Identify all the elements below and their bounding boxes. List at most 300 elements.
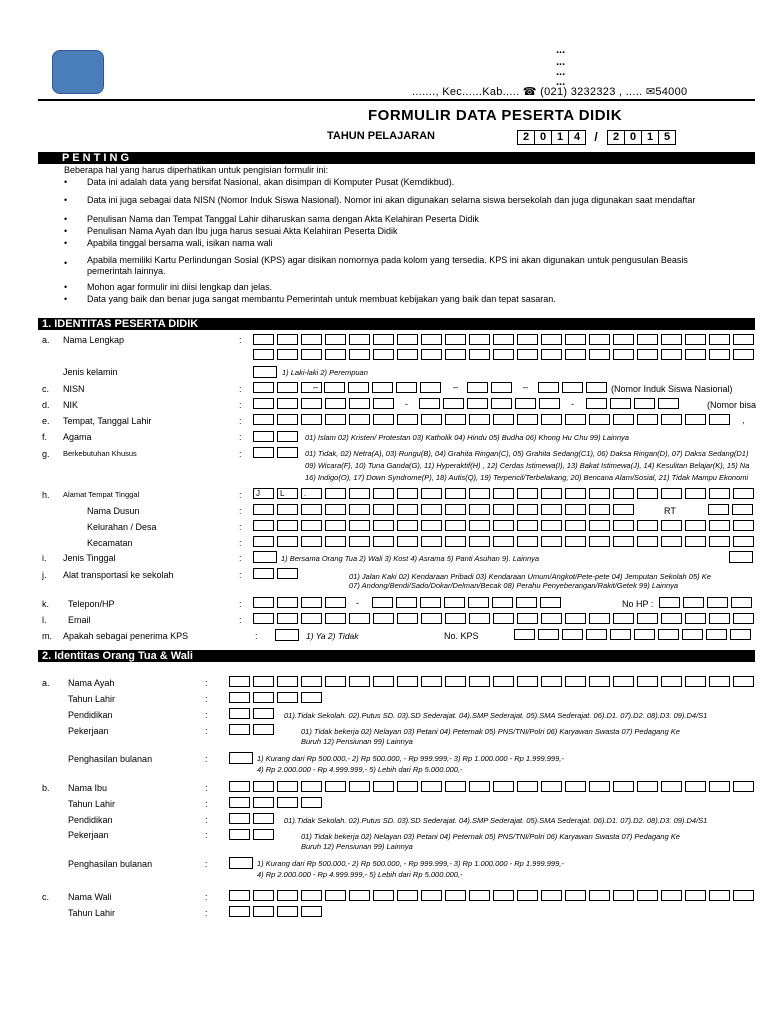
char-box[interactable] bbox=[325, 890, 346, 901]
char-box[interactable] bbox=[301, 334, 322, 345]
char-box[interactable] bbox=[277, 613, 298, 624]
telepon-boxes-1[interactable] bbox=[253, 597, 349, 608]
char-box[interactable] bbox=[565, 781, 586, 792]
char-box[interactable] bbox=[517, 781, 538, 792]
char-box[interactable] bbox=[325, 504, 346, 515]
char-box[interactable] bbox=[229, 906, 250, 917]
char-box[interactable] bbox=[301, 890, 322, 901]
char-box[interactable] bbox=[709, 781, 730, 792]
char-box[interactable] bbox=[421, 613, 442, 624]
char-box[interactable] bbox=[539, 398, 560, 409]
char-box[interactable] bbox=[397, 536, 418, 547]
char-box[interactable] bbox=[253, 890, 274, 901]
char-box[interactable] bbox=[613, 536, 634, 547]
char-box[interactable] bbox=[277, 520, 298, 531]
char-box[interactable] bbox=[229, 890, 250, 901]
char-box[interactable] bbox=[325, 613, 346, 624]
char-box[interactable] bbox=[541, 676, 562, 687]
char-box[interactable] bbox=[683, 597, 704, 608]
char-box[interactable] bbox=[396, 597, 417, 608]
year-digit[interactable]: 2 bbox=[517, 130, 535, 145]
char-box[interactable] bbox=[659, 597, 680, 608]
char-box[interactable] bbox=[517, 536, 538, 547]
jenis-kelamin-box[interactable] bbox=[253, 366, 277, 378]
char-box[interactable] bbox=[373, 334, 394, 345]
char-box[interactable] bbox=[469, 676, 490, 687]
char-box[interactable] bbox=[637, 334, 658, 345]
char-box[interactable] bbox=[397, 349, 418, 360]
char-box[interactable] bbox=[709, 414, 730, 425]
char-box[interactable] bbox=[445, 488, 466, 499]
char-box[interactable] bbox=[541, 520, 562, 531]
rt-boxes[interactable] bbox=[708, 504, 756, 515]
char-box[interactable] bbox=[589, 504, 610, 515]
char-box[interactable] bbox=[445, 536, 466, 547]
char-box[interactable] bbox=[373, 488, 394, 499]
char-box[interactable] bbox=[445, 504, 466, 515]
char-box[interactable] bbox=[445, 781, 466, 792]
char-box[interactable] bbox=[682, 629, 703, 640]
char-box[interactable] bbox=[493, 536, 514, 547]
char-box[interactable] bbox=[229, 676, 250, 687]
char-box[interactable] bbox=[517, 890, 538, 901]
pendidikan-ayah-boxes[interactable] bbox=[229, 708, 277, 719]
char-box[interactable] bbox=[565, 488, 586, 499]
char-box[interactable] bbox=[709, 520, 730, 531]
char-box[interactable] bbox=[229, 829, 250, 840]
kebutuhan-khusus-boxes[interactable] bbox=[253, 447, 301, 458]
char-box[interactable] bbox=[229, 813, 250, 824]
char-box[interactable] bbox=[301, 797, 322, 808]
char-box[interactable] bbox=[586, 398, 607, 409]
tahun-lahir-ayah-boxes[interactable] bbox=[229, 692, 325, 703]
char-box[interactable] bbox=[469, 488, 490, 499]
char-box[interactable] bbox=[589, 536, 610, 547]
char-box[interactable] bbox=[565, 536, 586, 547]
telepon-boxes-2[interactable] bbox=[372, 597, 564, 608]
char-box[interactable] bbox=[493, 676, 514, 687]
char-box[interactable] bbox=[517, 488, 538, 499]
no-hp-boxes[interactable] bbox=[659, 597, 755, 608]
char-box[interactable] bbox=[493, 334, 514, 345]
nisn-boxes-2[interactable] bbox=[324, 382, 444, 393]
char-box[interactable] bbox=[301, 414, 322, 425]
char-box[interactable] bbox=[277, 536, 298, 547]
char-box[interactable] bbox=[253, 398, 274, 409]
jenis-tinggal-extra-box[interactable] bbox=[729, 551, 753, 563]
nama-lengkap-boxes-1[interactable] bbox=[253, 334, 757, 345]
char-box[interactable] bbox=[706, 629, 727, 640]
char-box[interactable] bbox=[253, 597, 274, 608]
char-box[interactable] bbox=[277, 890, 298, 901]
char-box[interactable] bbox=[253, 692, 274, 703]
jenis-tinggal-box[interactable] bbox=[253, 551, 277, 563]
char-box[interactable] bbox=[589, 349, 610, 360]
char-box[interactable] bbox=[372, 597, 393, 608]
year-digit[interactable]: 5 bbox=[658, 130, 676, 145]
char-box[interactable] bbox=[397, 504, 418, 515]
char-box[interactable] bbox=[586, 629, 607, 640]
char-box[interactable] bbox=[661, 676, 682, 687]
char-box[interactable] bbox=[373, 613, 394, 624]
char-box[interactable] bbox=[349, 676, 370, 687]
char-box[interactable] bbox=[493, 613, 514, 624]
char-box[interactable] bbox=[469, 504, 490, 515]
char-box[interactable] bbox=[517, 334, 538, 345]
char-box[interactable] bbox=[637, 488, 658, 499]
char-box[interactable] bbox=[301, 349, 322, 360]
char-box[interactable] bbox=[420, 382, 441, 393]
char-box[interactable] bbox=[469, 520, 490, 531]
char-box[interactable] bbox=[493, 504, 514, 515]
char-box[interactable] bbox=[733, 536, 754, 547]
char-box[interactable] bbox=[685, 613, 706, 624]
char-box[interactable] bbox=[397, 890, 418, 901]
char-box[interactable] bbox=[397, 488, 418, 499]
nik-boxes-1[interactable] bbox=[253, 398, 397, 409]
char-box[interactable] bbox=[277, 597, 298, 608]
char-box[interactable] bbox=[420, 597, 441, 608]
char-box[interactable] bbox=[349, 349, 370, 360]
char-box[interactable] bbox=[613, 349, 634, 360]
pendidikan-ibu-boxes[interactable] bbox=[229, 813, 277, 824]
char-box[interactable] bbox=[634, 398, 655, 409]
char-box[interactable] bbox=[301, 398, 322, 409]
char-box[interactable] bbox=[277, 431, 298, 442]
char-box[interactable] bbox=[517, 349, 538, 360]
char-box[interactable] bbox=[709, 676, 730, 687]
char-box[interactable] bbox=[349, 488, 370, 499]
char-box[interactable] bbox=[253, 708, 274, 719]
char-box[interactable] bbox=[277, 504, 298, 515]
char-box[interactable] bbox=[515, 398, 536, 409]
char-box[interactable] bbox=[709, 613, 730, 624]
char-box[interactable] bbox=[661, 781, 682, 792]
char-box[interactable] bbox=[732, 504, 753, 515]
char-box[interactable] bbox=[685, 890, 706, 901]
char-box[interactable] bbox=[733, 890, 754, 901]
char-box[interactable] bbox=[325, 676, 346, 687]
char-box[interactable] bbox=[301, 676, 322, 687]
tahun-lahir-wali-boxes[interactable] bbox=[229, 906, 325, 917]
char-box[interactable] bbox=[277, 414, 298, 425]
char-box[interactable] bbox=[540, 597, 561, 608]
char-box[interactable] bbox=[349, 334, 370, 345]
agama-boxes[interactable] bbox=[253, 431, 301, 442]
char-box[interactable] bbox=[277, 349, 298, 360]
char-box[interactable] bbox=[708, 504, 729, 515]
nisn-boxes-3[interactable] bbox=[467, 382, 515, 393]
char-box[interactable] bbox=[661, 520, 682, 531]
char-box[interactable] bbox=[565, 613, 586, 624]
char-box[interactable] bbox=[301, 613, 322, 624]
char-box[interactable] bbox=[277, 382, 298, 393]
char-box[interactable] bbox=[469, 613, 490, 624]
char-box[interactable] bbox=[301, 597, 322, 608]
char-box[interactable] bbox=[517, 676, 538, 687]
char-box[interactable] bbox=[637, 349, 658, 360]
year-digit[interactable]: 0 bbox=[534, 130, 552, 145]
char-box[interactable] bbox=[421, 676, 442, 687]
char-box[interactable] bbox=[229, 724, 250, 735]
char-box[interactable] bbox=[565, 334, 586, 345]
char-box[interactable] bbox=[325, 536, 346, 547]
char-box[interactable] bbox=[733, 488, 754, 499]
char-box[interactable] bbox=[397, 781, 418, 792]
char-box[interactable] bbox=[229, 708, 250, 719]
char-box[interactable] bbox=[493, 781, 514, 792]
char-box[interactable] bbox=[253, 813, 274, 824]
char-box[interactable] bbox=[373, 781, 394, 792]
year-digit[interactable]: 0 bbox=[624, 130, 642, 145]
char-box[interactable] bbox=[277, 568, 298, 579]
char-box[interactable] bbox=[396, 382, 417, 393]
char-box[interactable] bbox=[589, 781, 610, 792]
char-box[interactable] bbox=[661, 890, 682, 901]
char-box[interactable] bbox=[613, 488, 634, 499]
char-box[interactable] bbox=[685, 520, 706, 531]
char-box[interactable] bbox=[709, 334, 730, 345]
char-box[interactable] bbox=[419, 398, 440, 409]
char-box[interactable] bbox=[301, 692, 322, 703]
char-box[interactable] bbox=[733, 676, 754, 687]
char-box[interactable] bbox=[253, 613, 274, 624]
char-box[interactable] bbox=[541, 334, 562, 345]
char-box[interactable] bbox=[469, 536, 490, 547]
char-box[interactable] bbox=[253, 520, 274, 531]
char-box[interactable] bbox=[277, 781, 298, 792]
ttl-boxes[interactable] bbox=[253, 414, 733, 425]
email-boxes[interactable] bbox=[253, 613, 757, 624]
char-box[interactable] bbox=[301, 382, 322, 393]
char-box[interactable] bbox=[685, 414, 706, 425]
char-box[interactable] bbox=[229, 781, 250, 792]
no-kps-boxes[interactable] bbox=[514, 629, 754, 640]
char-box[interactable] bbox=[373, 398, 394, 409]
char-box[interactable] bbox=[253, 568, 274, 579]
char-box[interactable] bbox=[373, 890, 394, 901]
char-box[interactable] bbox=[349, 504, 370, 515]
char-box[interactable] bbox=[517, 504, 538, 515]
char-box[interactable] bbox=[421, 536, 442, 547]
char-box[interactable] bbox=[541, 414, 562, 425]
char-box[interactable] bbox=[349, 613, 370, 624]
char-box[interactable] bbox=[613, 890, 634, 901]
char-box[interactable] bbox=[541, 488, 562, 499]
char-box[interactable] bbox=[445, 414, 466, 425]
char-box[interactable] bbox=[589, 488, 610, 499]
char-box[interactable] bbox=[613, 504, 634, 515]
char-box[interactable] bbox=[467, 382, 488, 393]
char-box[interactable] bbox=[730, 629, 751, 640]
char-box[interactable] bbox=[613, 520, 634, 531]
char-box[interactable] bbox=[469, 414, 490, 425]
char-box[interactable] bbox=[661, 349, 682, 360]
char-box[interactable] bbox=[301, 520, 322, 531]
char-box[interactable] bbox=[493, 349, 514, 360]
char-box[interactable] bbox=[253, 414, 274, 425]
char-box[interactable] bbox=[253, 797, 274, 808]
char-box[interactable] bbox=[301, 906, 322, 917]
char-box[interactable] bbox=[685, 488, 706, 499]
char-box[interactable] bbox=[613, 414, 634, 425]
char-box[interactable] bbox=[325, 414, 346, 425]
char-box[interactable] bbox=[637, 613, 658, 624]
char-box[interactable] bbox=[589, 414, 610, 425]
char-box[interactable] bbox=[349, 536, 370, 547]
char-box[interactable] bbox=[541, 536, 562, 547]
char-box[interactable] bbox=[325, 398, 346, 409]
char-box[interactable] bbox=[301, 781, 322, 792]
char-box[interactable] bbox=[445, 613, 466, 624]
char-box[interactable] bbox=[562, 382, 583, 393]
kps-box[interactable] bbox=[275, 629, 299, 641]
char-box[interactable] bbox=[637, 536, 658, 547]
char-box[interactable] bbox=[467, 398, 488, 409]
year-digit[interactable]: 2 bbox=[607, 130, 625, 145]
kecamatan-boxes[interactable] bbox=[253, 536, 757, 547]
char-box[interactable] bbox=[541, 781, 562, 792]
char-box[interactable] bbox=[445, 334, 466, 345]
char-box[interactable] bbox=[685, 536, 706, 547]
char-box[interactable] bbox=[373, 349, 394, 360]
char-box[interactable] bbox=[421, 504, 442, 515]
nisn-boxes-4[interactable] bbox=[538, 382, 610, 393]
char-box[interactable] bbox=[613, 676, 634, 687]
char-box[interactable] bbox=[637, 520, 658, 531]
char-box[interactable] bbox=[586, 382, 607, 393]
char-box[interactable] bbox=[469, 349, 490, 360]
char-box[interactable] bbox=[731, 597, 752, 608]
nama-wali-boxes[interactable] bbox=[229, 890, 757, 901]
char-box[interactable] bbox=[469, 334, 490, 345]
char-box[interactable] bbox=[445, 520, 466, 531]
char-box[interactable] bbox=[589, 890, 610, 901]
char-box[interactable] bbox=[516, 597, 537, 608]
nama-ibu-boxes[interactable] bbox=[229, 781, 757, 792]
char-box[interactable] bbox=[613, 613, 634, 624]
char-box[interactable] bbox=[253, 334, 274, 345]
char-box[interactable] bbox=[733, 520, 754, 531]
dusun-boxes[interactable] bbox=[253, 504, 637, 515]
char-box[interactable] bbox=[301, 536, 322, 547]
char-box[interactable] bbox=[685, 781, 706, 792]
char-box[interactable] bbox=[565, 504, 586, 515]
nama-ayah-boxes[interactable] bbox=[229, 676, 757, 687]
char-box[interactable] bbox=[397, 414, 418, 425]
year-digit[interactable]: 1 bbox=[551, 130, 569, 145]
penghasilan-ibu-box[interactable] bbox=[229, 857, 253, 869]
char-box[interactable] bbox=[634, 629, 655, 640]
char-box[interactable] bbox=[589, 676, 610, 687]
char-box[interactable] bbox=[445, 890, 466, 901]
char-box[interactable] bbox=[733, 781, 754, 792]
char-box[interactable] bbox=[491, 398, 512, 409]
char-box[interactable] bbox=[445, 676, 466, 687]
char-box[interactable] bbox=[637, 414, 658, 425]
char-box[interactable] bbox=[709, 488, 730, 499]
char-box[interactable] bbox=[349, 414, 370, 425]
char-box[interactable] bbox=[349, 398, 370, 409]
char-box[interactable] bbox=[517, 520, 538, 531]
char-box[interactable] bbox=[565, 349, 586, 360]
char-box[interactable] bbox=[325, 334, 346, 345]
char-box[interactable] bbox=[562, 629, 583, 640]
char-box[interactable] bbox=[349, 781, 370, 792]
char-box[interactable] bbox=[421, 414, 442, 425]
char-box[interactable] bbox=[661, 414, 682, 425]
char-box[interactable] bbox=[541, 613, 562, 624]
char-box[interactable] bbox=[253, 382, 274, 393]
char-box[interactable] bbox=[253, 906, 274, 917]
char-box[interactable] bbox=[538, 629, 559, 640]
char-box[interactable] bbox=[301, 504, 322, 515]
char-box[interactable] bbox=[397, 676, 418, 687]
char-box[interactable] bbox=[373, 676, 394, 687]
char-box[interactable] bbox=[421, 520, 442, 531]
tahun-lahir-ibu-boxes[interactable] bbox=[229, 797, 325, 808]
char-box[interactable] bbox=[372, 382, 393, 393]
char-box[interactable] bbox=[253, 447, 274, 458]
char-box[interactable] bbox=[421, 349, 442, 360]
char-box[interactable] bbox=[277, 692, 298, 703]
char-box[interactable] bbox=[469, 781, 490, 792]
char-box[interactable] bbox=[493, 520, 514, 531]
char-box[interactable] bbox=[277, 676, 298, 687]
char-box[interactable] bbox=[493, 488, 514, 499]
char-box[interactable] bbox=[325, 488, 346, 499]
char-box[interactable] bbox=[637, 890, 658, 901]
penghasilan-ayah-box[interactable] bbox=[229, 752, 253, 764]
char-box[interactable] bbox=[373, 536, 394, 547]
char-box[interactable] bbox=[277, 334, 298, 345]
char-box[interactable] bbox=[658, 398, 679, 409]
char-box[interactable] bbox=[229, 797, 250, 808]
char-box[interactable] bbox=[589, 520, 610, 531]
char-box[interactable] bbox=[253, 431, 274, 442]
char-box[interactable] bbox=[733, 349, 754, 360]
char-box[interactable] bbox=[541, 504, 562, 515]
char-box[interactable] bbox=[707, 597, 728, 608]
char-box[interactable] bbox=[277, 447, 298, 458]
char-box[interactable] bbox=[661, 488, 682, 499]
char-box[interactable] bbox=[517, 613, 538, 624]
char-box[interactable] bbox=[253, 829, 274, 840]
kelurahan-boxes[interactable] bbox=[253, 520, 757, 531]
char-box[interactable] bbox=[685, 334, 706, 345]
pekerjaan-ibu-boxes[interactable] bbox=[229, 829, 277, 840]
char-box[interactable] bbox=[685, 349, 706, 360]
char-box[interactable] bbox=[492, 597, 513, 608]
char-box[interactable] bbox=[517, 414, 538, 425]
nik-boxes-2[interactable] bbox=[419, 398, 563, 409]
nik-boxes-3[interactable] bbox=[586, 398, 682, 409]
char-box[interactable] bbox=[514, 629, 535, 640]
char-box[interactable] bbox=[253, 781, 274, 792]
char-box[interactable] bbox=[253, 536, 274, 547]
char-box[interactable] bbox=[373, 504, 394, 515]
char-box[interactable] bbox=[613, 781, 634, 792]
char-box[interactable] bbox=[709, 890, 730, 901]
char-box[interactable] bbox=[610, 629, 631, 640]
char-box[interactable] bbox=[613, 334, 634, 345]
char-box[interactable] bbox=[468, 597, 489, 608]
char-box[interactable] bbox=[373, 414, 394, 425]
char-box[interactable] bbox=[421, 334, 442, 345]
char-box[interactable] bbox=[253, 724, 274, 735]
transportasi-boxes[interactable] bbox=[253, 568, 301, 579]
char-box[interactable] bbox=[661, 613, 682, 624]
